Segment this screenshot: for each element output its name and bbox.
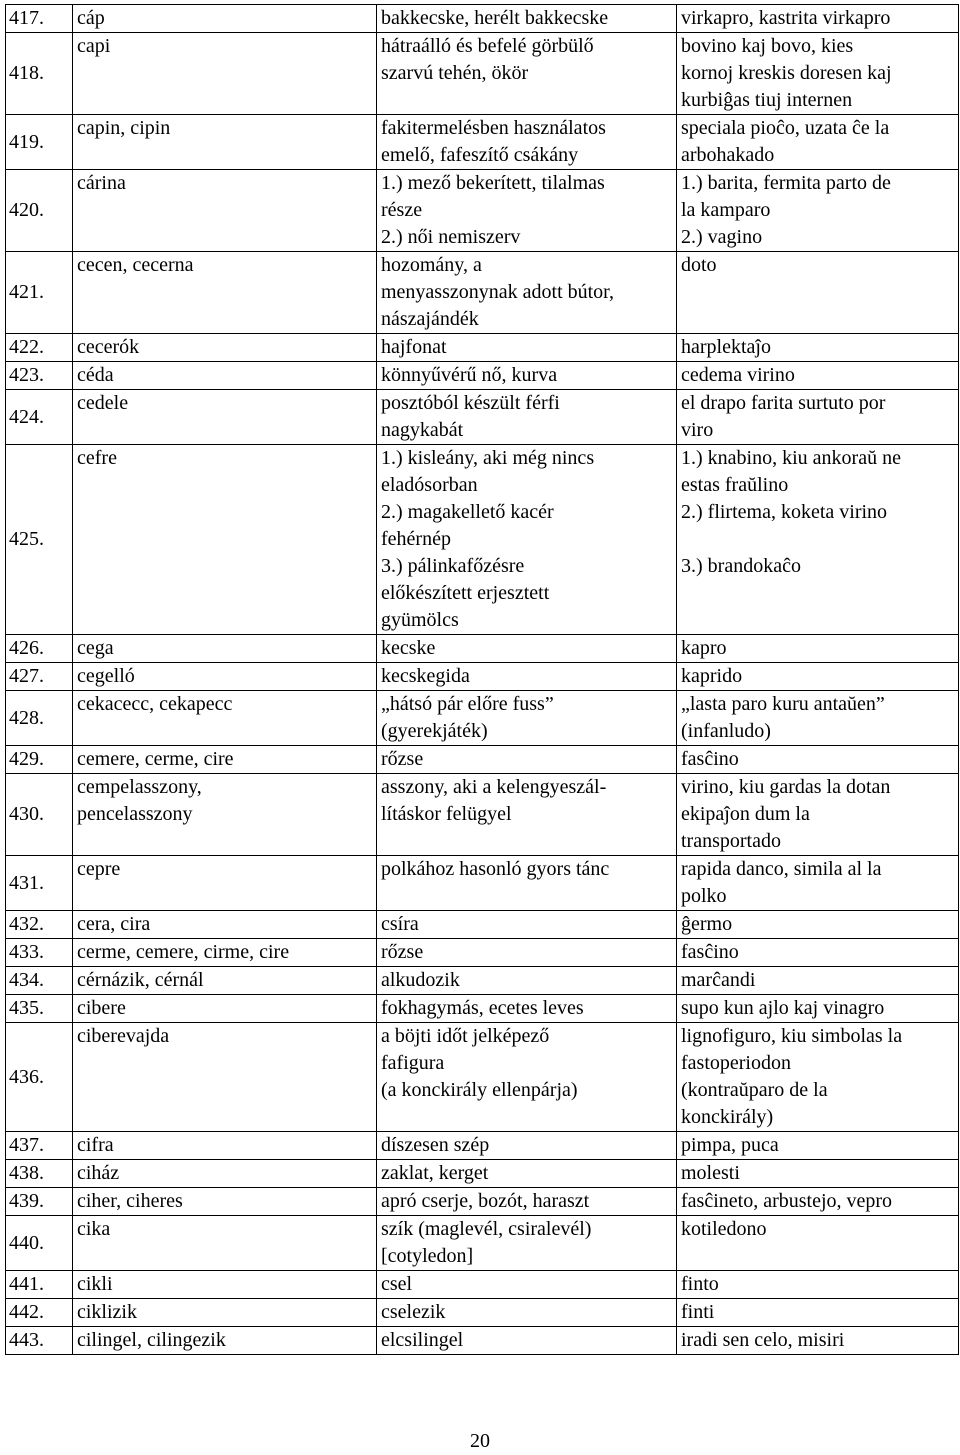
cell-line: polkához hasonló gyors tánc [381, 858, 610, 880]
cell-line: 1.) barita, fermita parto de [681, 172, 891, 194]
hungarian-term-cell [73, 445, 377, 635]
page-number: 20 [470, 1430, 490, 1452]
cell-line: cáp [77, 7, 105, 29]
cell-line: harplektaĵo [681, 336, 771, 358]
cell-line: emelő, fafeszítő csákány [381, 144, 579, 166]
esperanto-translation-cell [677, 995, 959, 1023]
hungarian-definition-cell [377, 691, 677, 746]
cell-line: kurbiĝas tiuj internen [681, 89, 853, 111]
table-row [6, 362, 959, 390]
esperanto-translation-cell [677, 967, 959, 995]
cell-line: kapro [681, 637, 727, 659]
cell-line: szík (maglevél, csiralevél) [381, 1218, 592, 1240]
hungarian-term-cell [73, 1271, 377, 1299]
cell-line: 3.) brandokaĉo [681, 555, 801, 577]
cell-line: bovino kaj bovo, kies [681, 35, 854, 57]
cell-line: nagykabát [381, 419, 464, 441]
esperanto-translation-cell [677, 1160, 959, 1188]
cell-line: 1.) mező bekerített, tilalmas [381, 172, 605, 194]
cell-line: cselezik [381, 1301, 446, 1323]
hungarian-definition-cell [377, 1188, 677, 1216]
hungarian-definition-cell [377, 115, 677, 170]
cell-line: ekipaĵon dum la [681, 803, 810, 825]
cell-line: 3.) pálinkafőzésre [381, 555, 525, 577]
hungarian-term-cell [73, 33, 377, 115]
table-row [6, 995, 959, 1023]
esperanto-translation-cell [677, 115, 959, 170]
cell-line: pencelasszony [77, 803, 193, 825]
cell-line: virkapro, kastrita virkapro [681, 7, 891, 29]
hungarian-term-cell [73, 967, 377, 995]
cell-line: ciberevajda [77, 1025, 170, 1047]
cell-line: el drapo farita surtuto por [681, 392, 886, 414]
cell-line: cega [77, 637, 114, 659]
cell-line: cecerók [77, 336, 140, 358]
esperanto-translation-cell [677, 1271, 959, 1299]
cell-line: előkészített erjesztett [381, 582, 550, 604]
cell-line: kaprido [681, 665, 743, 687]
entry-number: 443. [6, 1327, 73, 1355]
hungarian-term-cell [73, 911, 377, 939]
cell-line: transportado [681, 830, 781, 852]
table-row [6, 1188, 959, 1216]
cell-line: iradi sen celo, misiri [681, 1329, 845, 1351]
cell-line: 2.) női nemiszerv [381, 226, 521, 248]
cell-line: konckirály) [681, 1106, 774, 1128]
cell-line: capin, cipin [77, 117, 171, 139]
cell-line: céda [77, 364, 114, 386]
hungarian-definition-cell [377, 445, 677, 635]
entry-number: 431. [6, 856, 73, 911]
hungarian-term-cell [73, 1023, 377, 1132]
hungarian-term-cell [73, 1299, 377, 1327]
entry-number: 435. [6, 995, 73, 1023]
cell-line: 1.) knabino, kiu ankoraŭ ne [681, 447, 901, 469]
table-row [6, 33, 959, 115]
cell-line: ciher, ciheres [77, 1190, 183, 1212]
entry-number: 442. [6, 1299, 73, 1327]
hungarian-term-cell [73, 1132, 377, 1160]
esperanto-translation-cell [677, 691, 959, 746]
entry-number: 438. [6, 1160, 73, 1188]
cell-line: rapida danco, simila al la [681, 858, 882, 880]
entry-number: 436. [6, 1023, 73, 1132]
hungarian-definition-cell [377, 362, 677, 390]
entry-number: 425. [6, 445, 73, 635]
cell-line: „hátsó pár előre fuss” [381, 693, 554, 715]
cell-line: ciház [77, 1162, 120, 1184]
esperanto-translation-cell [677, 5, 959, 33]
entry-number: 430. [6, 774, 73, 856]
cell-line: eladósorban [381, 474, 478, 496]
cell-line: 2.) vagino [681, 226, 763, 248]
esperanto-translation-cell [677, 939, 959, 967]
table-row [6, 1271, 959, 1299]
cell-line: cera, cira [77, 913, 151, 935]
hungarian-definition-cell [377, 995, 677, 1023]
cell-line: a böjti időt jelképező [381, 1025, 550, 1047]
cell-line: cedema virino [681, 364, 795, 386]
table-row [6, 252, 959, 334]
hungarian-definition-cell [377, 1160, 677, 1188]
hungarian-term-cell [73, 1160, 377, 1188]
cell-line: ĝermo [681, 913, 733, 935]
table-row [6, 115, 959, 170]
hungarian-definition-cell [377, 1216, 677, 1271]
table-row [6, 911, 959, 939]
cell-line: gyümölcs [381, 609, 459, 631]
hungarian-definition-cell [377, 5, 677, 33]
cell-line: marĉandi [681, 969, 756, 991]
esperanto-translation-cell [677, 1299, 959, 1327]
cell-line: molesti [681, 1162, 740, 1184]
hungarian-term-cell [73, 939, 377, 967]
entry-number: 428. [6, 691, 73, 746]
hungarian-definition-cell [377, 1299, 677, 1327]
cell-line: cegelló [77, 665, 135, 687]
esperanto-translation-cell [677, 445, 959, 635]
hungarian-definition-cell [377, 334, 677, 362]
cell-line: bakkecske, herélt bakkecske [381, 7, 609, 29]
cell-line: la kamparo [681, 199, 771, 221]
cell-line: elcsilingel [381, 1329, 464, 1351]
cell-line: cárina [77, 172, 126, 194]
cell-line: finto [681, 1273, 719, 1295]
entry-number: 434. [6, 967, 73, 995]
hungarian-term-cell [73, 1216, 377, 1271]
entry-number: 424. [6, 390, 73, 445]
cell-line [681, 526, 954, 553]
table-row [6, 663, 959, 691]
esperanto-translation-cell [677, 1132, 959, 1160]
table-row [6, 5, 959, 33]
table-row [6, 170, 959, 252]
esperanto-translation-cell [677, 663, 959, 691]
table-row [6, 691, 959, 746]
cell-line: fafigura [381, 1052, 445, 1074]
esperanto-translation-cell [677, 362, 959, 390]
cell-line: hozomány, a [381, 254, 482, 276]
entry-number: 427. [6, 663, 73, 691]
cell-line: ciklizik [77, 1301, 137, 1323]
hungarian-definition-cell [377, 1023, 677, 1132]
cell-line: kecskegida [381, 665, 470, 687]
hungarian-term-cell [73, 1188, 377, 1216]
hungarian-term-cell [73, 691, 377, 746]
entry-number: 418. [6, 33, 73, 115]
table-row [6, 1160, 959, 1188]
entry-number: 426. [6, 635, 73, 663]
cell-line: kecske [381, 637, 436, 659]
table-row [6, 939, 959, 967]
esperanto-translation-cell [677, 1327, 959, 1355]
cell-line: csel [381, 1273, 413, 1295]
cell-line: fakitermelésben használatos [381, 117, 606, 139]
hungarian-term-cell [73, 390, 377, 445]
cell-line: „lasta paro kuru antaŭen” [681, 693, 885, 715]
cell-line: alkudozik [381, 969, 460, 991]
table-row [6, 774, 959, 856]
entry-number: 419. [6, 115, 73, 170]
cell-line: fasĉineto, arbustejo, vepro [681, 1190, 893, 1212]
esperanto-translation-cell [677, 746, 959, 774]
cell-line: supo kun ajlo kaj vinagro [681, 997, 885, 1019]
cell-line: cecen, cecerna [77, 254, 194, 276]
esperanto-translation-cell [677, 170, 959, 252]
cell-line: (gyerekjáték) [381, 720, 488, 742]
cell-line: fasĉino [681, 941, 739, 963]
hungarian-definition-cell [377, 1132, 677, 1160]
esperanto-translation-cell [677, 1023, 959, 1132]
table-row [6, 1299, 959, 1327]
table-row [6, 445, 959, 635]
esperanto-translation-cell [677, 856, 959, 911]
cell-line: cibere [77, 997, 126, 1019]
entry-number: 423. [6, 362, 73, 390]
esperanto-translation-cell [677, 774, 959, 856]
hungarian-definition-cell [377, 939, 677, 967]
table-row [6, 1132, 959, 1160]
entry-number: 440. [6, 1216, 73, 1271]
cell-line: asszony, aki a kelengyeszál- [381, 776, 607, 798]
cell-line: könnyűvérű nő, kurva [381, 364, 558, 386]
cell-line: szarvú tehén, ökör [381, 62, 529, 84]
hungarian-term-cell [73, 334, 377, 362]
cell-line: cifra [77, 1134, 114, 1156]
hungarian-definition-cell [377, 33, 677, 115]
cell-line: kornoj kreskis doresen kaj [681, 62, 892, 84]
cell-line: doto [681, 254, 717, 276]
table-row [6, 746, 959, 774]
cell-line: cedele [77, 392, 129, 414]
cell-line: estas fraŭlino [681, 474, 789, 496]
cell-line: zaklat, kerget [381, 1162, 489, 1184]
hungarian-term-cell [73, 746, 377, 774]
hungarian-definition-cell [377, 663, 677, 691]
dictionary-table [5, 4, 959, 1355]
esperanto-translation-cell [677, 1188, 959, 1216]
entry-number: 421. [6, 252, 73, 334]
entry-number: 433. [6, 939, 73, 967]
table-row [6, 1327, 959, 1355]
esperanto-translation-cell [677, 1216, 959, 1271]
cell-line: cerme, cemere, cirme, cire [77, 941, 290, 963]
cell-line: fasĉino [681, 748, 739, 770]
entry-number: 420. [6, 170, 73, 252]
cell-line: rőzse [381, 941, 424, 963]
entry-number: 441. [6, 1271, 73, 1299]
cell-line: 2.) flirtema, koketa virino [681, 501, 888, 523]
hungarian-term-cell [73, 774, 377, 856]
cell-line: lignofiguro, kiu simbolas la [681, 1025, 903, 1047]
cell-line: díszesen szép [381, 1134, 490, 1156]
cell-line: hajfonat [381, 336, 447, 358]
hungarian-term-cell [73, 252, 377, 334]
table-row [6, 856, 959, 911]
table-row [6, 1023, 959, 1132]
hungarian-definition-cell [377, 390, 677, 445]
hungarian-definition-cell [377, 746, 677, 774]
entry-number: 429. [6, 746, 73, 774]
dictionary-rows [6, 5, 959, 1355]
cell-line: finti [681, 1301, 715, 1323]
entry-number: 439. [6, 1188, 73, 1216]
hungarian-term-cell [73, 1327, 377, 1355]
esperanto-translation-cell [677, 334, 959, 362]
cell-line: apró cserje, bozót, haraszt [381, 1190, 590, 1212]
cell-line: polko [681, 885, 727, 907]
hungarian-definition-cell [377, 635, 677, 663]
hungarian-definition-cell [377, 170, 677, 252]
cell-line: cilingel, cilingezik [77, 1329, 226, 1351]
table-row [6, 967, 959, 995]
cell-line: cefre [77, 447, 117, 469]
cell-line: (a konckirály ellenpárja) [381, 1079, 578, 1101]
hungarian-definition-cell [377, 1271, 677, 1299]
cell-line: cika [77, 1218, 111, 1240]
cell-line: (infanludo) [681, 720, 771, 742]
table-row [6, 334, 959, 362]
hungarian-definition-cell [377, 856, 677, 911]
hungarian-definition-cell [377, 252, 677, 334]
cell-line: cikli [77, 1273, 113, 1295]
cell-line: speciala pioĉo, uzata ĉe la [681, 117, 890, 139]
cell-line: cempelasszony, [77, 776, 202, 798]
entry-number: 432. [6, 911, 73, 939]
cell-line: [cotyledon] [381, 1245, 474, 1267]
cell-line: cekacecc, cekapecc [77, 693, 233, 715]
cell-line: pimpa, puca [681, 1134, 779, 1156]
esperanto-translation-cell [677, 252, 959, 334]
cell-line: rőzse [381, 748, 424, 770]
table-row [6, 635, 959, 663]
hungarian-definition-cell [377, 911, 677, 939]
entry-number: 422. [6, 334, 73, 362]
cell-line: cérnázik, cérnál [77, 969, 204, 991]
cell-line: viro [681, 419, 714, 441]
cell-line: hátraálló és befelé görbülő [381, 35, 594, 57]
cell-line: posztóból készült férfi [381, 392, 560, 414]
cell-line: virino, kiu gardas la dotan [681, 776, 891, 798]
table-row [6, 1216, 959, 1271]
esperanto-translation-cell [677, 635, 959, 663]
cell-line: (kontraŭparo de la [681, 1079, 828, 1101]
esperanto-translation-cell [677, 390, 959, 445]
cell-line: cepre [77, 858, 121, 880]
hungarian-term-cell [73, 663, 377, 691]
cell-line: menyasszonynak adott bútor, [381, 281, 615, 303]
hungarian-definition-cell [377, 774, 677, 856]
cell-line: nászajándék [381, 308, 479, 330]
cell-line: 1.) kisleány, aki még nincs [381, 447, 595, 469]
entry-number: 437. [6, 1132, 73, 1160]
cell-line: capi [77, 35, 111, 57]
cell-line: 2.) magakellető kacér [381, 501, 554, 523]
hungarian-term-cell [73, 635, 377, 663]
entry-number: 417. [6, 5, 73, 33]
hungarian-term-cell [73, 362, 377, 390]
cell-line: cemere, cerme, cire [77, 748, 234, 770]
cell-line: arbohakado [681, 144, 775, 166]
hungarian-definition-cell [377, 1327, 677, 1355]
hungarian-term-cell [73, 995, 377, 1023]
hungarian-term-cell [73, 5, 377, 33]
esperanto-translation-cell [677, 911, 959, 939]
cell-line: része [381, 199, 423, 221]
cell-line: fehérnép [381, 528, 451, 550]
hungarian-term-cell [73, 115, 377, 170]
hungarian-definition-cell [377, 967, 677, 995]
cell-line: fokhagymás, ecetes leves [381, 997, 584, 1019]
hungarian-term-cell [73, 856, 377, 911]
hungarian-term-cell [73, 170, 377, 252]
cell-line: fastoperiodon [681, 1052, 791, 1074]
cell-line: csíra [381, 913, 419, 935]
cell-line: lításkor felügyel [381, 803, 512, 825]
table-row [6, 390, 959, 445]
cell-line: kotiledono [681, 1218, 767, 1240]
esperanto-translation-cell [677, 33, 959, 115]
